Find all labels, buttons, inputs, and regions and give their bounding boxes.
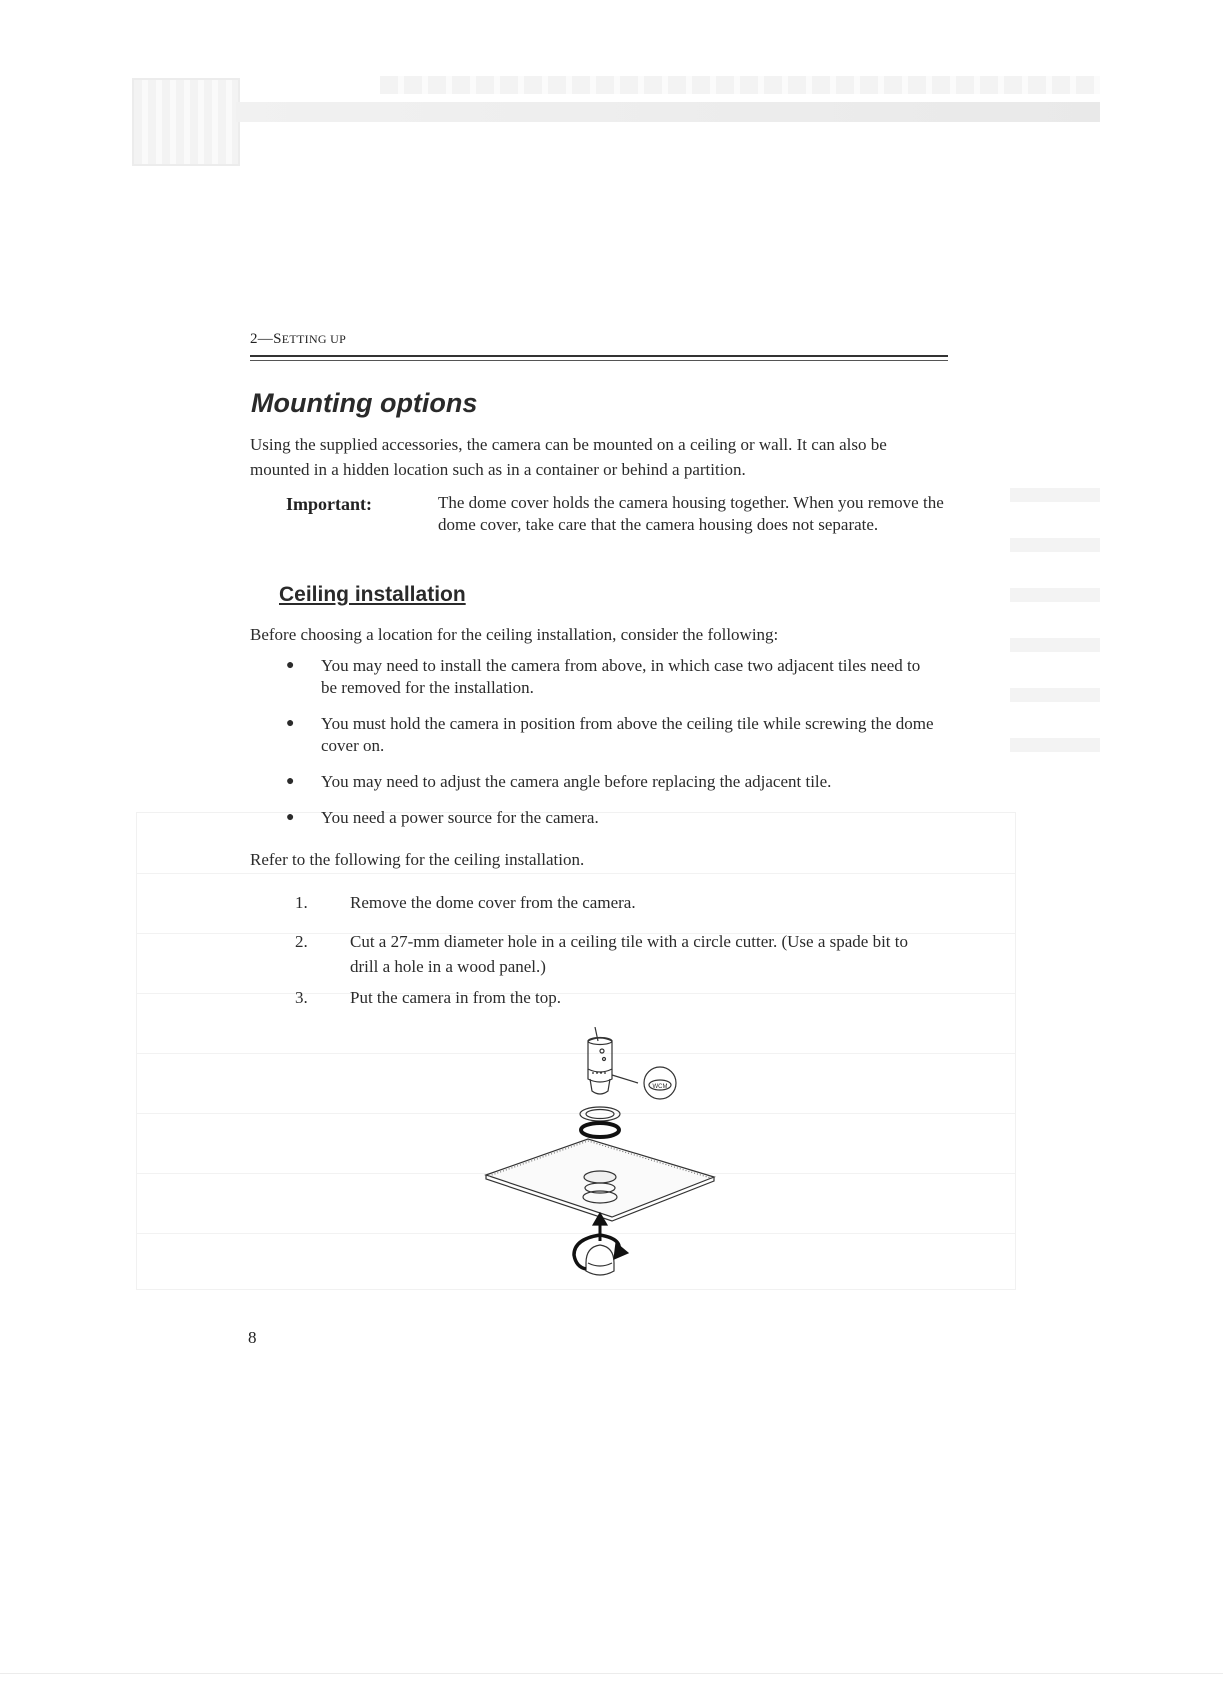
rubber-ring xyxy=(581,1123,619,1137)
section-heading: Ceiling installation xyxy=(279,583,466,606)
dome-cover xyxy=(586,1245,614,1275)
before-paragraph: Before choosing a location for the ceiling installation, consider the following: xyxy=(250,625,779,644)
ceiling-installation-illustration xyxy=(478,1027,728,1317)
step-item: 3. Put the camera in from the top. xyxy=(295,988,562,1007)
running-header xyxy=(250,331,947,348)
callout-line xyxy=(612,1075,638,1083)
bullet-icon: ● xyxy=(286,658,295,673)
section-initial: S xyxy=(273,331,282,347)
refer-paragraph: Refer to the following for the ceiling installation. xyxy=(250,850,585,869)
camera-body xyxy=(588,1038,612,1095)
bullet-icon: ● xyxy=(286,810,295,825)
header-rule xyxy=(250,355,948,357)
bleed-through-logo xyxy=(132,78,240,166)
page-number: 8 xyxy=(248,1328,257,1347)
installation-steps xyxy=(290,890,910,1010)
page-title: Mounting options xyxy=(251,388,478,418)
bleed-through-text xyxy=(1010,538,1100,552)
bleed-through-text xyxy=(1010,688,1100,702)
intro-paragraph: Using the supplied accessories, the camera can be mounted on a ceiling or wall. It can also be mounted in a hidden location such as in a container or behind a partition. xyxy=(250,435,887,479)
step-item: 1. Remove the dome cover from the camera. xyxy=(295,893,636,912)
nut-label: WCM xyxy=(652,1084,668,1090)
step-item: 2. Cut a 27-mm diameter hole in a ceiling tile with a circle cutter. (Use a spade bit to drill a hole in a wood panel.) xyxy=(295,932,908,976)
bleed-through-text xyxy=(1010,638,1100,652)
chapter-number: 2— xyxy=(250,331,274,347)
considerations-list xyxy=(280,655,940,829)
bleed-through-text xyxy=(1010,738,1100,752)
important-label: Important: xyxy=(286,494,372,514)
section-title: ETTING UP xyxy=(281,332,347,346)
list-item: ● You may need to adjust the camera angle before replacing the adjacent tile. xyxy=(286,772,832,791)
bleed-through-heading xyxy=(380,76,1100,94)
list-item: ● You need a power source for the camera. xyxy=(286,808,599,827)
list-item: ● You must hold the camera in position from above the ceiling tile while screwing the dome cover on. xyxy=(286,714,934,755)
bullet-icon: ● xyxy=(286,716,295,731)
important-note: The dome cover holds the camera housing together. When you remove the dome cover, take care that the camera housing does not separate. xyxy=(438,493,944,534)
bleed-through-text xyxy=(1010,588,1100,602)
tile-hole xyxy=(584,1171,616,1183)
list-item: ● You may need to install the camera from above, in which case two adjacent tiles need to be removed for the installation. xyxy=(286,656,921,697)
scan-edge xyxy=(0,1673,1223,1674)
bleed-through-bar xyxy=(236,102,1100,122)
bullet-icon: ● xyxy=(286,774,295,789)
header-rule-thin xyxy=(250,360,948,361)
bleed-through-text xyxy=(1010,488,1100,502)
nut-callout xyxy=(644,1067,676,1099)
